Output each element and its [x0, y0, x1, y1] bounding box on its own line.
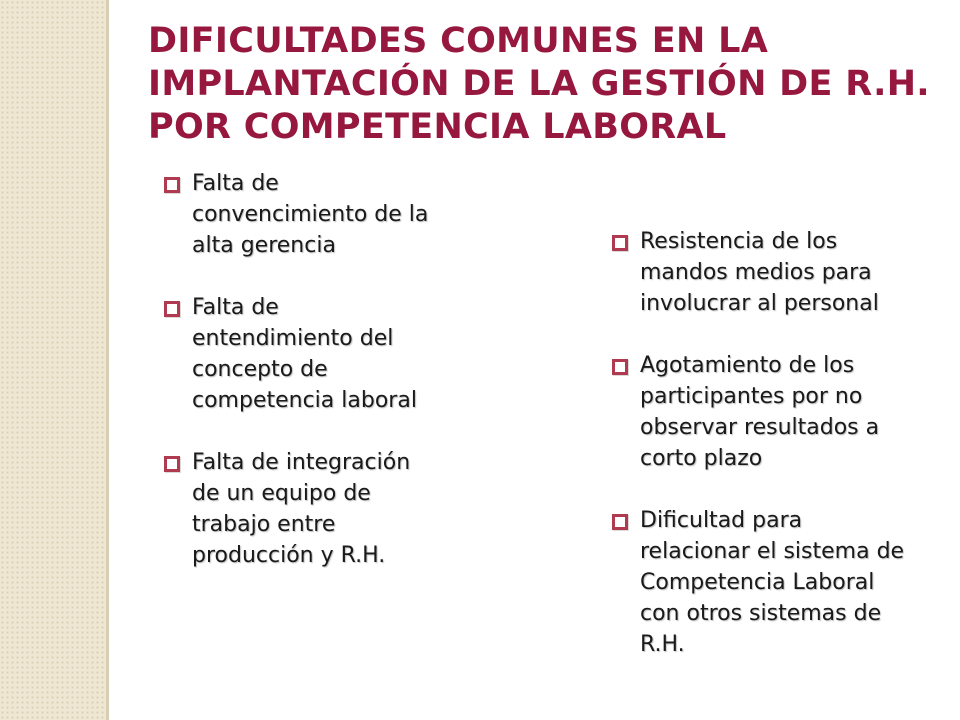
list-item-text: Dificultad para relacionar el sistema de Competencia Laboral con otros sistemas de R.H. — [640, 508, 905, 657]
list-item-text: Falta de convencimiento de la alta gerencia — [192, 171, 429, 258]
left-bullet-list — [162, 168, 442, 602]
list-item — [162, 447, 442, 571]
square-bullet-icon — [164, 177, 180, 193]
square-bullet-icon — [612, 514, 628, 530]
square-bullet-icon — [612, 235, 628, 251]
square-bullet-icon — [164, 301, 180, 317]
slide-title: DIFICULTADES COMUNES EN LA IMPLANTACIÓN DE LA GESTIÓN DE R.H. POR COMPETENCIA LABORAL — [148, 21, 930, 147]
list-item — [162, 168, 442, 261]
list-item-text: Agotamiento de los participantes por no observar resultados a corto plazo — [640, 353, 880, 471]
list-item-text: Resistencia de los mandos medios para involucrar al personal — [640, 229, 879, 316]
square-bullet-icon — [612, 359, 628, 375]
right-bullet-list — [610, 226, 910, 691]
decorative-side-strip — [0, 0, 106, 720]
list-item — [610, 226, 910, 319]
list-item-text: Falta de entendimiento del concepto de competencia laboral — [192, 295, 417, 413]
list-item — [610, 350, 910, 474]
square-bullet-icon — [164, 456, 180, 472]
list-item — [162, 292, 442, 416]
list-item-text: Falta de integración de un equipo de trabajo entre producción y R.H. — [192, 450, 411, 568]
list-item — [610, 505, 910, 660]
side-strip-edge — [106, 0, 109, 720]
